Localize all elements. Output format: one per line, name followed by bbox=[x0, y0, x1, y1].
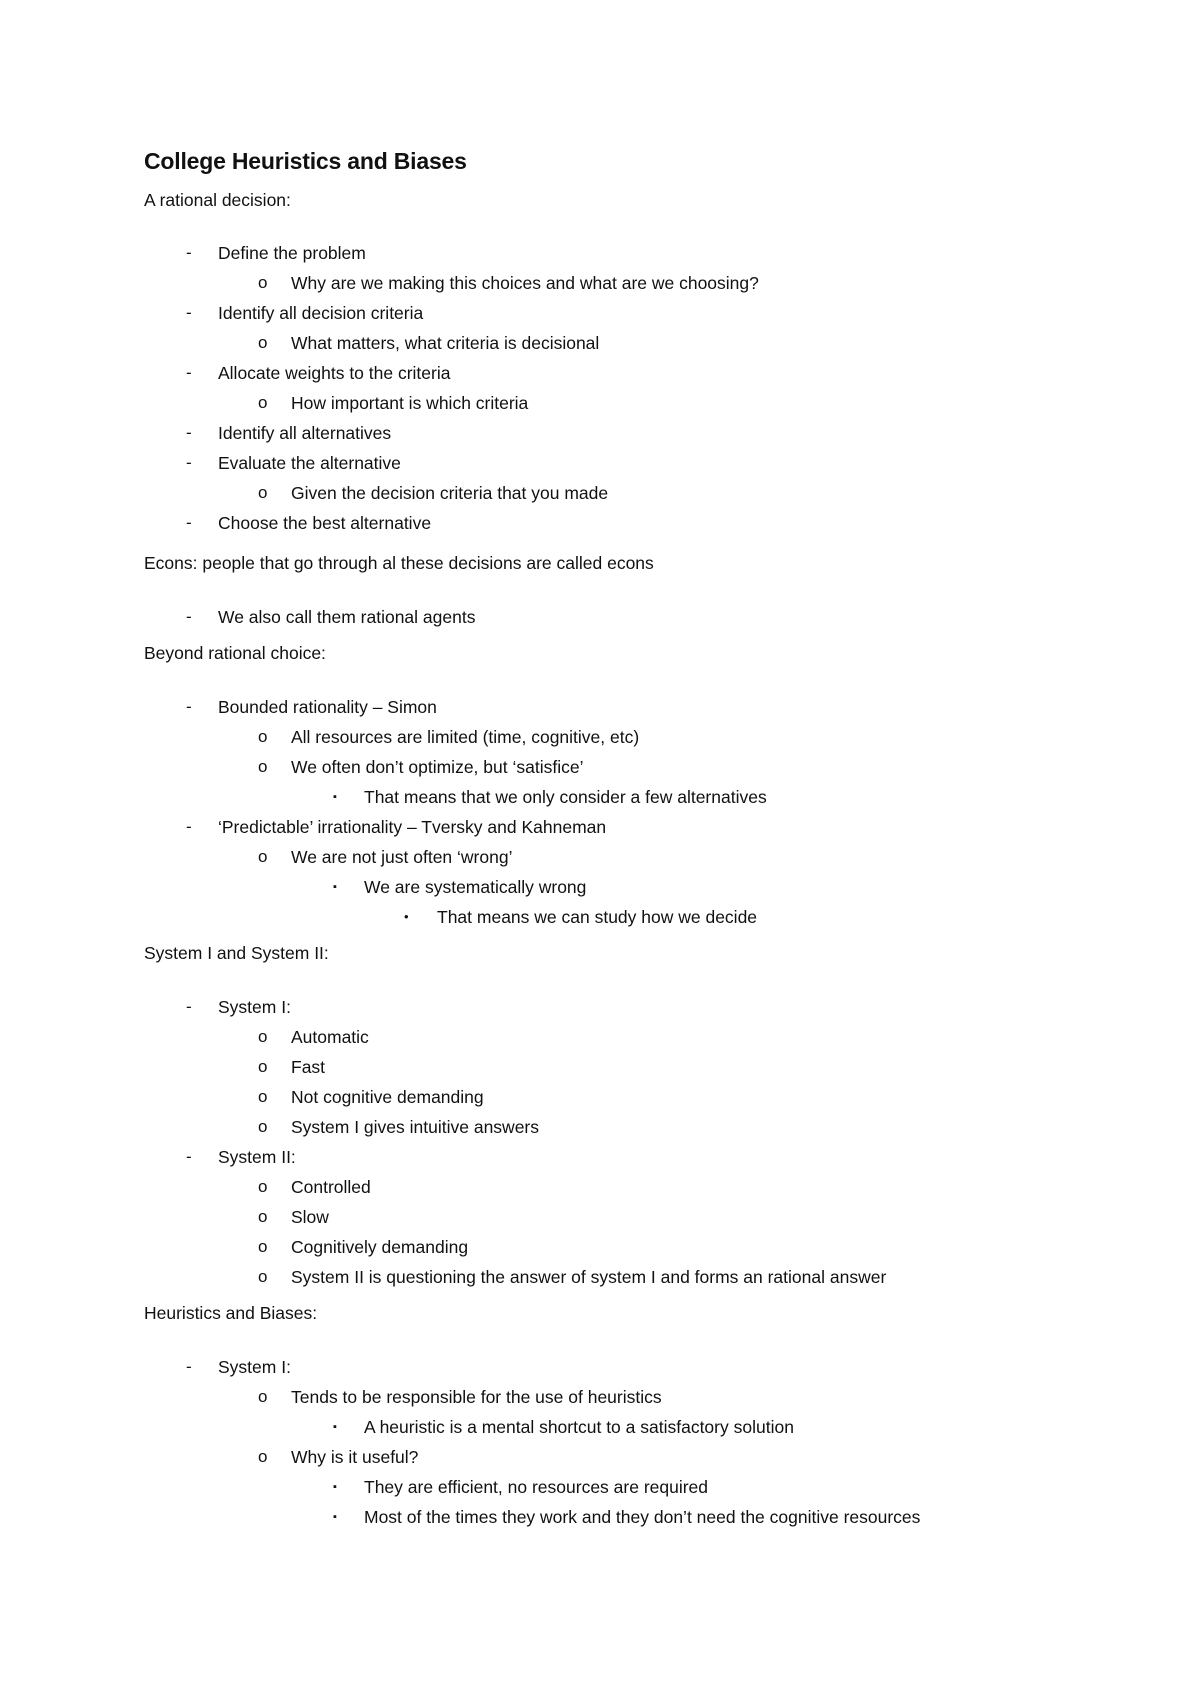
list-item: That means we can study how we decide bbox=[437, 907, 758, 927]
circle-bullet-icon: o bbox=[258, 1117, 268, 1136]
circle-bullet-icon: o bbox=[258, 1207, 268, 1226]
dash-bullet-icon: - bbox=[186, 697, 192, 716]
dash-bullet-icon: - bbox=[186, 453, 192, 472]
list-item: We are not just often ‘wrong’ bbox=[291, 847, 513, 867]
circle-bullet-icon: o bbox=[258, 483, 268, 502]
list-item: A heuristic is a mental shortcut to a satisfactory solution bbox=[364, 1417, 794, 1437]
circle-bullet-icon: o bbox=[258, 1237, 268, 1256]
circle-bullet-icon: o bbox=[258, 1267, 268, 1286]
list-item: ‘Predictable’ irrationality – Tversky and Kahneman bbox=[218, 817, 607, 837]
list-item: System I: bbox=[218, 997, 291, 1017]
section-heading-beyond: Beyond rational choice: bbox=[144, 643, 326, 663]
list-item: We also call them rational agents bbox=[218, 607, 476, 627]
list-item: System II is questioning the answer of system I and forms an rational answer bbox=[291, 1267, 887, 1287]
list-item: System II: bbox=[218, 1147, 296, 1167]
list-item: Why are we making this choices and what are we choosing? bbox=[291, 273, 759, 293]
circle-bullet-icon: o bbox=[258, 727, 268, 746]
list-item: Identify all alternatives bbox=[218, 423, 392, 443]
circle-bullet-icon: o bbox=[258, 1177, 268, 1196]
section-heading-heuristics: Heuristics and Biases: bbox=[144, 1303, 318, 1323]
section-heading-econs: Econs: people that go through al these decisions are called econs bbox=[144, 553, 654, 573]
circle-bullet-icon: o bbox=[258, 847, 268, 866]
list-item: Define the problem bbox=[218, 243, 366, 263]
square-bullet-icon: ▪ bbox=[333, 1511, 337, 1523]
list-item: Automatic bbox=[291, 1027, 369, 1047]
list-item: We are systematically wrong bbox=[364, 877, 587, 897]
circle-bullet-icon: o bbox=[258, 1027, 268, 1046]
square-bullet-icon: ▪ bbox=[333, 881, 337, 893]
circle-bullet-icon: o bbox=[258, 393, 268, 412]
bullet-bullet-icon: • bbox=[404, 909, 409, 924]
square-bullet-icon: ▪ bbox=[333, 1481, 337, 1493]
list-item: Bounded rationality – Simon bbox=[218, 697, 437, 717]
circle-bullet-icon: o bbox=[258, 1387, 268, 1406]
dash-bullet-icon: - bbox=[186, 513, 192, 532]
list-item: Choose the best alternative bbox=[218, 513, 432, 533]
list-item: Fast bbox=[291, 1057, 326, 1077]
circle-bullet-icon: o bbox=[258, 1447, 268, 1466]
circle-bullet-icon: o bbox=[258, 1087, 268, 1106]
circle-bullet-icon: o bbox=[258, 333, 268, 352]
dash-bullet-icon: - bbox=[186, 997, 192, 1016]
list-item: What matters, what criteria is decisional bbox=[291, 333, 600, 353]
list-item: How important is which criteria bbox=[291, 393, 529, 413]
document-title: College Heuristics and Biases bbox=[144, 148, 467, 174]
list-item: Why is it useful? bbox=[291, 1447, 419, 1467]
circle-bullet-icon: o bbox=[258, 273, 268, 292]
dash-bullet-icon: - bbox=[186, 1357, 192, 1376]
dash-bullet-icon: - bbox=[186, 423, 192, 442]
list-item: System I gives intuitive answers bbox=[291, 1117, 540, 1137]
square-bullet-icon: ▪ bbox=[333, 1421, 337, 1433]
list-item: That means that we only consider a few alternatives bbox=[364, 787, 767, 807]
list-item: All resources are limited (time, cognitive, etc) bbox=[291, 727, 640, 747]
circle-bullet-icon: o bbox=[258, 1057, 268, 1076]
list-item: Cognitively demanding bbox=[291, 1237, 469, 1257]
list-item: Not cognitive demanding bbox=[291, 1087, 484, 1107]
dash-bullet-icon: - bbox=[186, 1147, 192, 1166]
list-item: They are efficient, no resources are required bbox=[364, 1477, 709, 1497]
list-item: Slow bbox=[291, 1207, 329, 1227]
dash-bullet-icon: - bbox=[186, 363, 192, 382]
list-item: System I: bbox=[218, 1357, 291, 1377]
list-item: Allocate weights to the criteria bbox=[218, 363, 451, 383]
list-item: Identify all decision criteria bbox=[218, 303, 424, 323]
list-item: Controlled bbox=[291, 1177, 371, 1197]
circle-bullet-icon: o bbox=[258, 757, 268, 776]
dash-bullet-icon: - bbox=[186, 607, 192, 626]
square-bullet-icon: ▪ bbox=[333, 791, 337, 803]
list-item: Most of the times they work and they don’t need the cognitive resources bbox=[364, 1507, 921, 1527]
section-heading-systems: System I and System II: bbox=[144, 943, 329, 963]
section-heading-rational: A rational decision: bbox=[144, 190, 291, 210]
dash-bullet-icon: - bbox=[186, 303, 192, 322]
list-item: Given the decision criteria that you made bbox=[291, 483, 609, 503]
dash-bullet-icon: - bbox=[186, 817, 192, 836]
list-item: Evaluate the alternative bbox=[218, 453, 401, 473]
list-item: We often don’t optimize, but ‘satisfice’ bbox=[291, 757, 584, 777]
list-item: Tends to be responsible for the use of heuristics bbox=[291, 1387, 662, 1407]
dash-bullet-icon: - bbox=[186, 243, 192, 262]
